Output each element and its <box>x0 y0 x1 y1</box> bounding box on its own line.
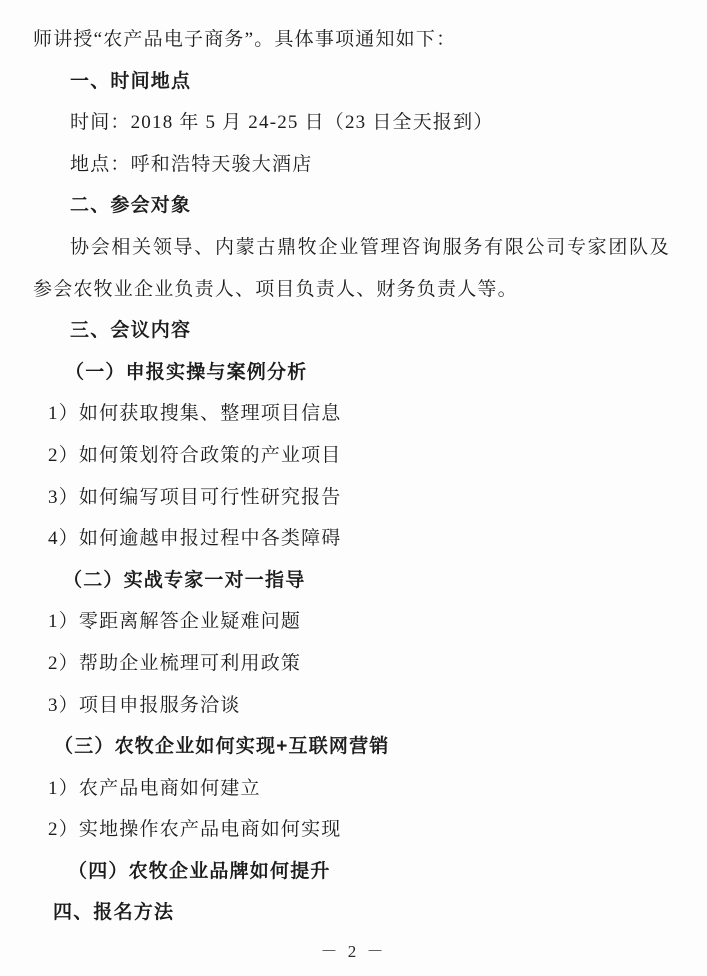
list-item: 3）项目申报服务洽谈 <box>48 694 241 716</box>
list-item: 4）如何逾越申报过程中各类障碍 <box>48 528 342 550</box>
list-item: 2）如何策划符合政策的产业项目 <box>48 444 342 466</box>
page-number: － 2 － <box>320 942 387 961</box>
subheading-part4: （四）农牧企业品牌如何提升 <box>68 860 331 882</box>
list-item: 3）如何编写项目可行性研究报告 <box>48 486 342 508</box>
list-item: 2）实地操作农产品电商如何实现 <box>48 819 342 841</box>
subheading-part3: （三）农牧企业如何实现+互联网营销 <box>54 736 390 758</box>
list-item: 2）帮助企业梳理可利用政策 <box>48 652 302 674</box>
list-item: 1）农产品电商如何建立 <box>48 777 261 799</box>
subheading-part1: （一）申报实操与案例分析 <box>65 361 308 383</box>
place-line: 地点：呼和浩特天骏大酒店 <box>70 153 313 175</box>
time-line: 时间：2018 年 5 月 24-25 日（23 日全天报到） <box>70 112 494 134</box>
attendees-paragraph: 协会相关领导、内蒙古鼎牧企业管理咨询服务有限公司专家团队及参会农牧业企业负责人、项目负责人、财务负责人等。 <box>33 236 670 300</box>
section-heading-agenda: 三、会议内容 <box>70 320 192 342</box>
list-item: 1）零距离解答企业疑难问题 <box>48 611 302 633</box>
section-heading-signup: 四、报名方法 <box>53 902 175 924</box>
subheading-part2: （二）实战专家一对一指导 <box>63 569 306 591</box>
list-item: 1）如何获取搜集、整理项目信息 <box>48 403 342 425</box>
section-heading-attendees: 二、参会对象 <box>70 195 192 217</box>
section-heading-time-place: 一、时间地点 <box>70 70 192 92</box>
intro-line: 师讲授“农产品电子商务”。具体事项通知如下： <box>33 29 457 50</box>
